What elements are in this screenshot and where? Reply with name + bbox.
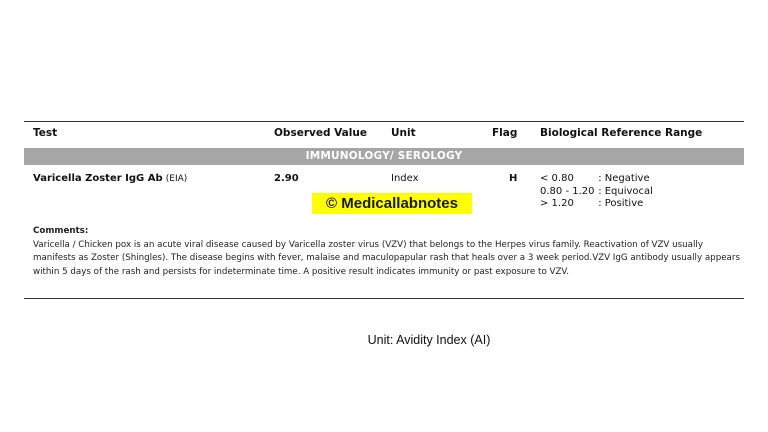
reference-interpretation: : Negative [598, 173, 650, 184]
comments-title: Comments: [33, 226, 89, 236]
bottom-divider [24, 298, 744, 299]
copyright-watermark: © Medicallabnotes [312, 193, 472, 214]
reference-criterion: < 0.80 [540, 173, 574, 184]
section-title-bar: IMMUNOLOGY/ SEROLOGY [24, 148, 744, 165]
reference-range-line [540, 173, 653, 186]
reference-interpretation: : Equivocal [598, 185, 653, 197]
header-observed-value: Observed Value [274, 127, 367, 139]
comments-text: Varicella / Chicken pox is an acute viral disease caused by Varicella zoster virus (VZV) that belongs to the Herpes virus family. Reactivation of VZV usually manifests as Zoster (Shingles). The disease begins with fever, malaise and maculopapular rash that heals over a 3 week period.VZV IgG antibody usually appears within 5 days of the rash and persists for indeterminate time. A positive result indicates immunity or past exposure to VZV. [33, 239, 740, 277]
unit-caption: Unit: Avidity Index (AI) [367, 333, 491, 347]
test-name-cell [33, 173, 187, 184]
top-divider [24, 121, 744, 122]
header-reference-range: Biological Reference Range [540, 127, 703, 139]
reference-criterion: > 1.20 [540, 198, 574, 209]
reference-range-line [540, 186, 653, 199]
header-flag: Flag [492, 127, 518, 139]
comments-block [33, 225, 745, 279]
caption-line [0, 333, 768, 347]
test-name: Varicella Zoster IgG Ab [33, 173, 163, 184]
table-header-row [24, 127, 744, 143]
header-unit: Unit [391, 127, 416, 139]
observed-value: 2.90 [274, 173, 299, 184]
reference-range [540, 173, 653, 211]
header-test: Test [33, 127, 58, 139]
flag-value: H [509, 173, 518, 184]
reference-interpretation: : Positive [598, 198, 644, 209]
reference-range-line [540, 198, 653, 211]
test-method: (EIA) [165, 174, 188, 184]
reference-criterion: 0.80 - 1.20 [540, 185, 595, 197]
unit-value: Index [391, 173, 419, 184]
